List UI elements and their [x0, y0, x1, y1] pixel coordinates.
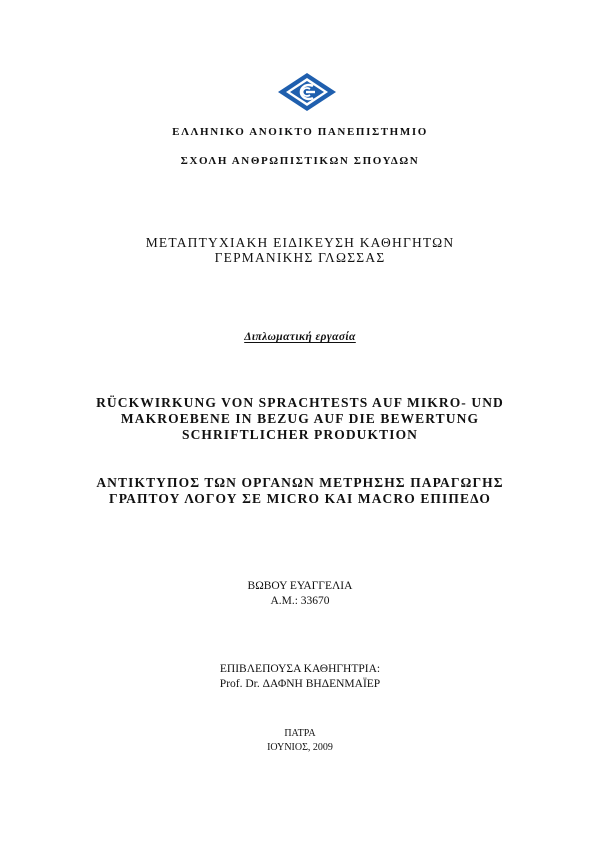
- supervisor-name: Prof. Dr. ΔΑΦΝΗ ΒΗΔΕΝΜΑΪΕΡ: [219, 678, 381, 690]
- place: ΠΑΤΡΑ: [284, 728, 316, 739]
- date: ΙΟΥΝΙΟΣ, 2009: [267, 742, 333, 753]
- document-type: Διπλωματική εργασία: [244, 331, 356, 343]
- university-logo-icon: [277, 72, 337, 112]
- title-german-line-1: RÜCKWIRKUNG VON SPRACHTESTS AUF MIKRO- UND: [96, 395, 504, 410]
- university-name: ΕΛΛΗΝΙΚΟ ΑΝΟΙΚΤΟ ΠΑΝΕΠΙΣΤΗΜΙΟ: [172, 126, 428, 138]
- title-greek-line-2: ΓΡΑΠΤΟΥ ΛΟΓΟΥ ΣΕ MICRO ΚΑΙ MACRO ΕΠΙΠΕΔΟ: [109, 491, 491, 506]
- author-name: ΒΩΒΟΥ ΕΥΑΓΓΕΛΙΑ: [247, 580, 353, 592]
- program-line-2: ΓΕΡΜΑΝΙΚΗΣ ΓΛΩΣΣΑΣ: [214, 250, 386, 265]
- program-line-1: ΜΕΤΑΠΤΥΧΙΑΚΗ ΕΙΔΙΚΕΥΣΗ ΚΑΘΗΓΗΤΩΝ: [145, 235, 455, 250]
- school-name: ΣΧΟΛΗ ΑΝΘΡΩΠΙΣΤΙΚΩΝ ΣΠΟΥΔΩΝ: [180, 155, 420, 167]
- title-german-line-2: MAKROEBENE IN BEZUG AUF DIE BEWERTUNG: [120, 411, 480, 426]
- supervisor-label: ΕΠΙΒΛΕΠΟΥΣΑ ΚΑΘΗΓΗΤΡΙΑ:: [219, 663, 381, 675]
- title-greek-line-1: ΑΝΤΙΚΤΥΠΟΣ ΤΩΝ ΟΡΓΑΝΩΝ ΜΕΤΡΗΣΗΣ ΠΑΡΑΓΩΓΗΣ: [96, 475, 504, 490]
- title-german-line-3: SCHRIFTLICHER PRODUKTION: [181, 427, 419, 442]
- author-id: Α.Μ.: 33670: [270, 595, 330, 607]
